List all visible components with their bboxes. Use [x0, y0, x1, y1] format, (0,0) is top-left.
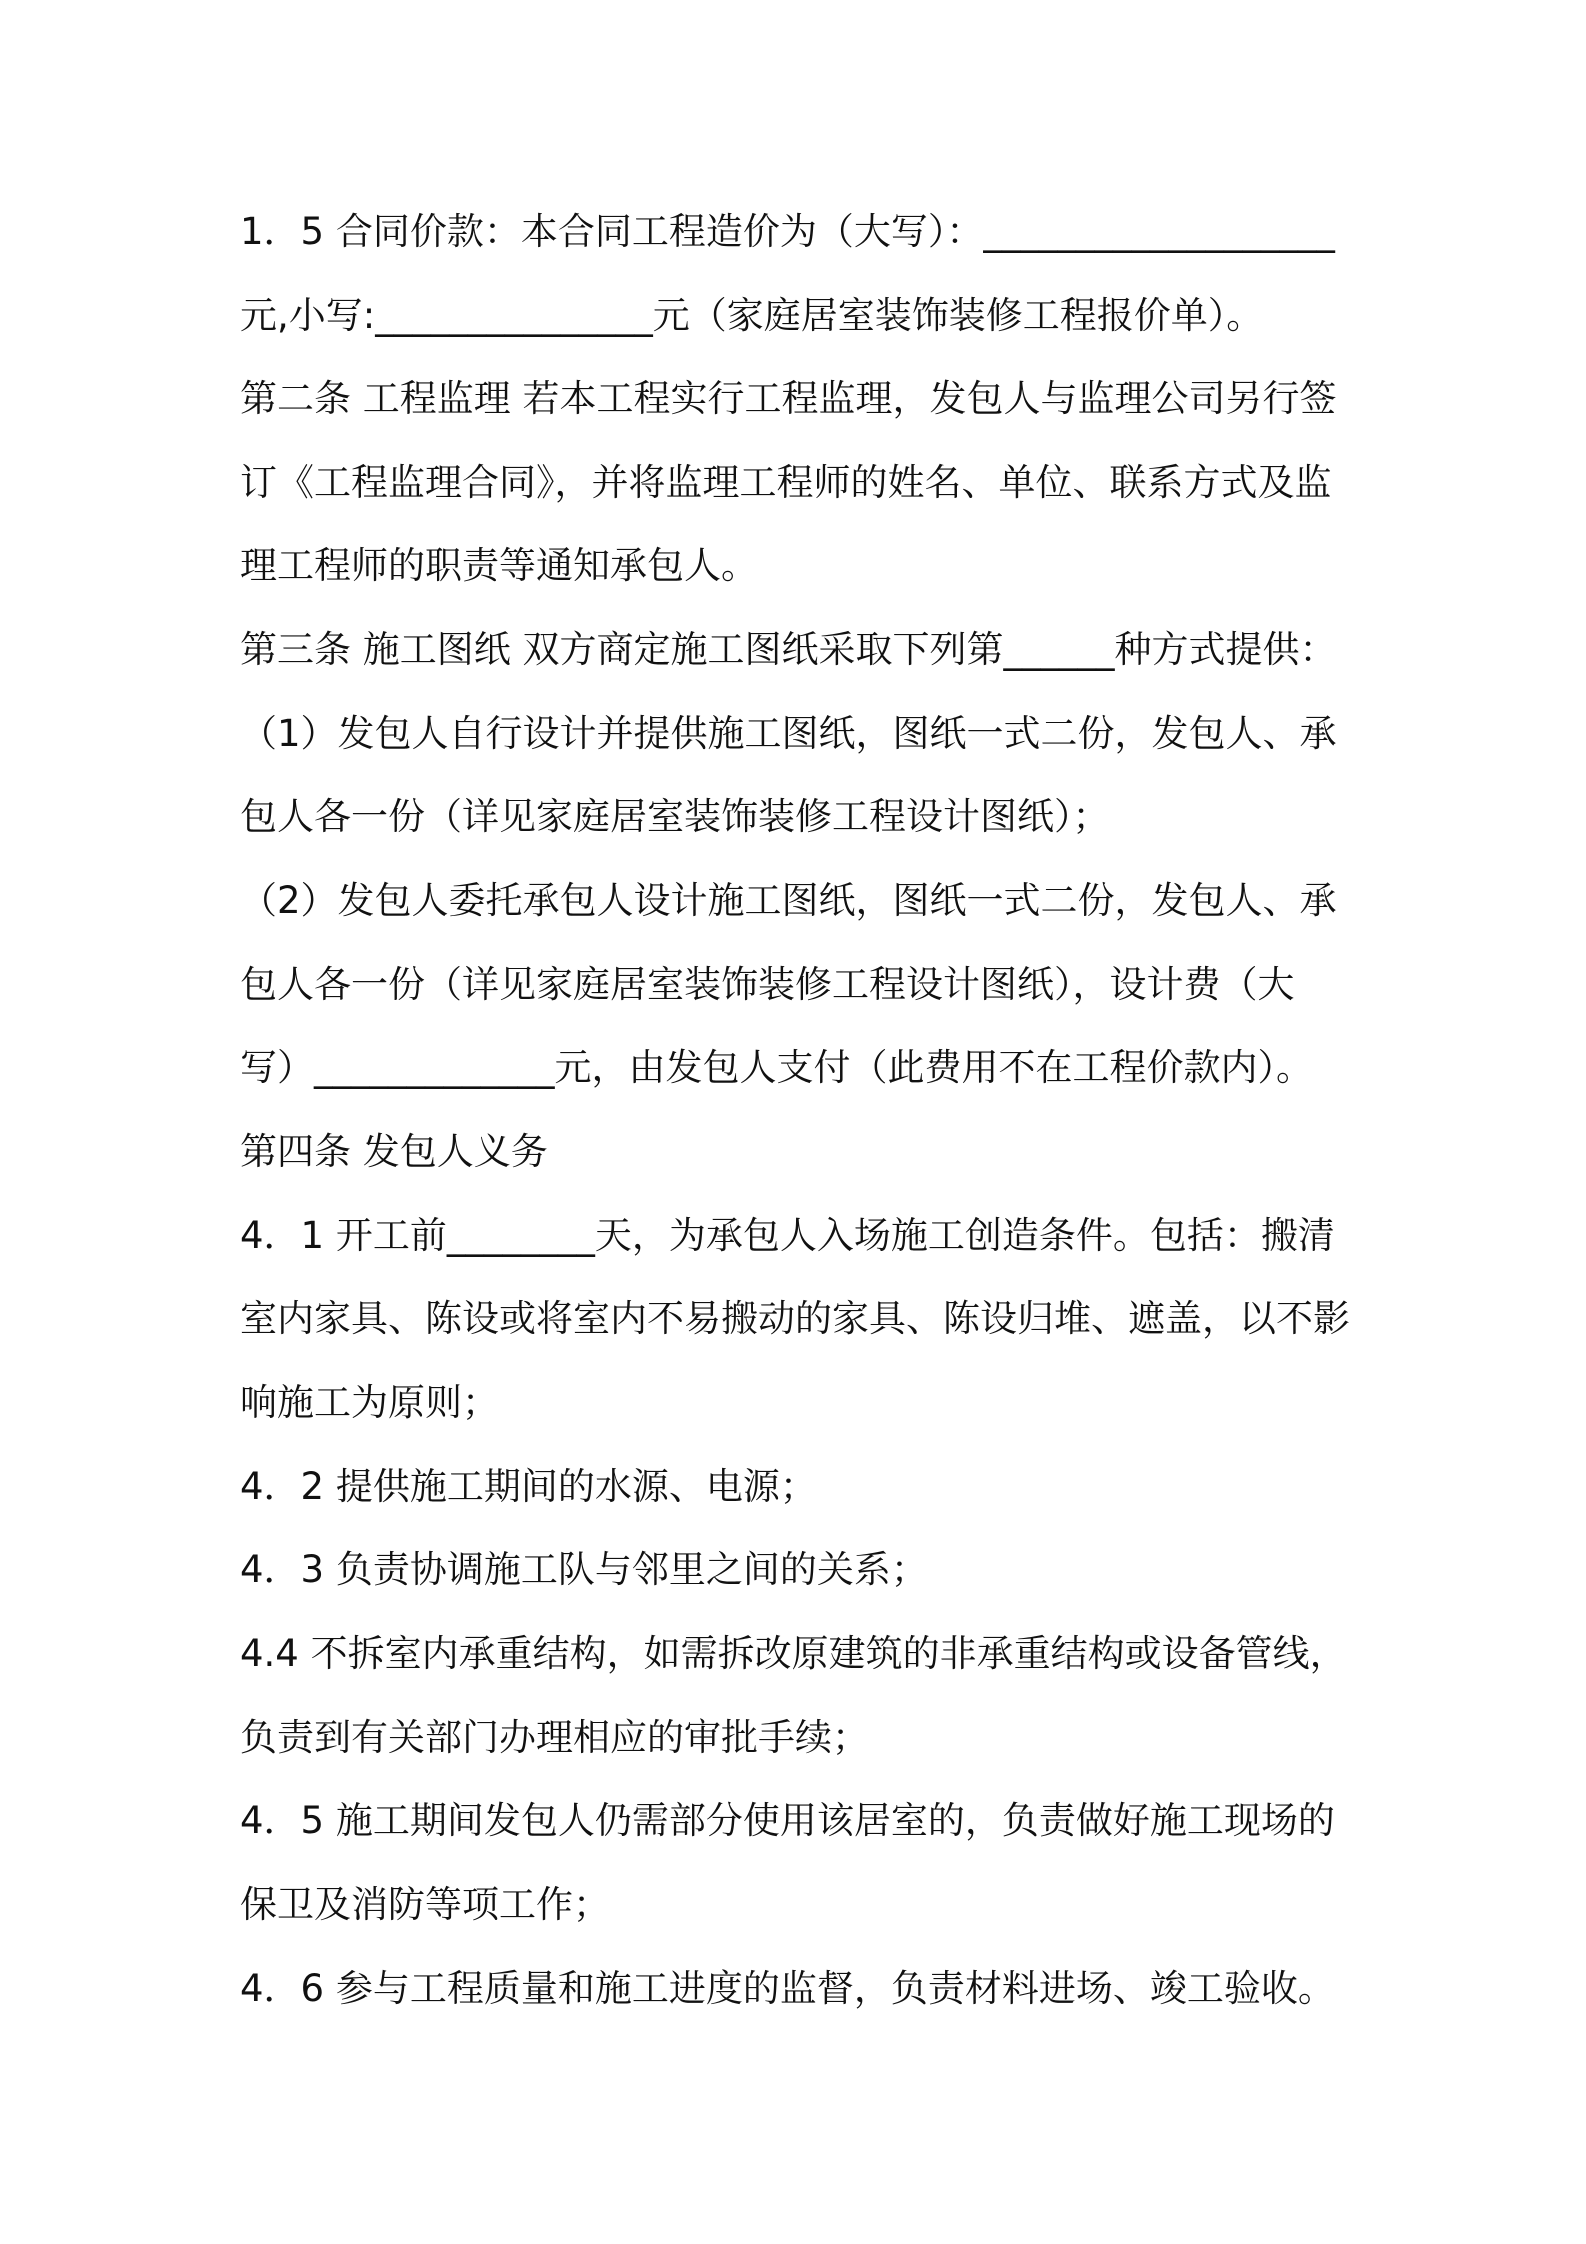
text-line: 4．2 提供施工期间的水源、电源； [240, 1465, 817, 1508]
text-line: 第三条 施工图纸 双方商定施工图纸采取下列第______种方式提供： [240, 628, 1337, 671]
text-line: （2）发包人委托承包人设计施工图纸，图纸一式二份，发包人、承 [240, 879, 1337, 922]
text-line: 响施工为原则； [240, 1381, 499, 1424]
text-line: 元,小写:_______________元（家庭居室装饰装修工程报价单）。 [240, 294, 1264, 337]
text-line: 室内家具、陈设或将室内不易搬动的家具、陈设归堆、遮盖，以不影 [240, 1297, 1350, 1340]
text-line: 4．3 负责协调施工队与邻里之间的关系； [240, 1548, 928, 1591]
text-line: 4．6 参与工程质量和施工进度的监督，负责材料进场、竣工验收。 [240, 1967, 1335, 2010]
text-line: 负责到有关部门办理相应的审批手续； [240, 1716, 869, 1759]
text-line: 1．5 合同价款：本合同工程造价为（大写）：___________________ [240, 210, 1335, 253]
text-line: （1）发包人自行设计并提供施工图纸，图纸一式二份，发包人、承 [240, 712, 1337, 755]
text-line: 订《工程监理合同》，并将监理工程师的姓名、单位、联系方式及监 [240, 461, 1332, 504]
text-line: 写）_____________元，由发包人支付（此费用不在工程价款内）。 [240, 1046, 1313, 1089]
text-line: 第四条 发包人义务 [240, 1130, 548, 1173]
text-line: 第二条 工程监理 若本工程实行工程监理，发包人与监理公司另行签 [240, 377, 1337, 420]
text-line: 4．1 开工前________天，为承包人入场施工创造条件。包括：搬清 [240, 1214, 1335, 1257]
text-line: 包人各一份（详见家庭居室装饰装修工程设计图纸）； [240, 795, 1110, 838]
text-line: 理工程师的职责等通知承包人。 [240, 544, 758, 587]
text-line: 保卫及消防等项工作； [240, 1883, 610, 1926]
text-line: 包人各一份（详见家庭居室装饰装修工程设计图纸），设计费（大 [240, 963, 1295, 1006]
text-line: 4.4 不拆室内承重结构，如需拆改原建筑的非承重结构或设备管线， [240, 1632, 1347, 1675]
text-line: 4．5 施工期间发包人仍需部分使用该居室的，负责做好施工现场的 [240, 1799, 1335, 1842]
